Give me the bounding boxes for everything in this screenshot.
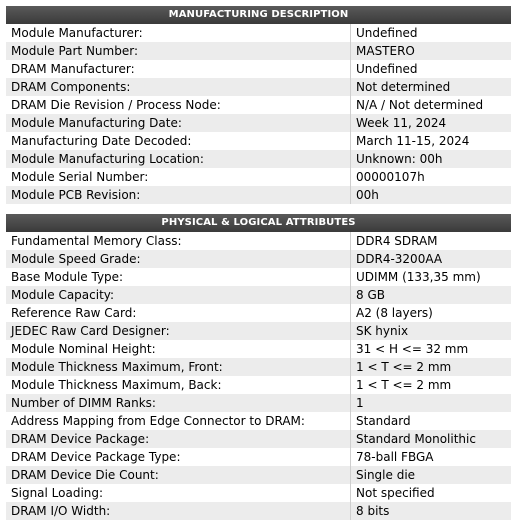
row-value: Not specified xyxy=(356,486,435,500)
table-row xyxy=(6,358,511,376)
table-row xyxy=(6,24,511,42)
table-row xyxy=(6,430,511,448)
row-key: Module Nominal Height: xyxy=(6,340,351,358)
row-key: Base Module Type: xyxy=(6,268,351,286)
table-row xyxy=(6,150,511,168)
table-row xyxy=(6,322,511,340)
row-value: UDIMM (133,35 mm) xyxy=(356,270,481,284)
row-value: 1 xyxy=(356,396,364,410)
table-row xyxy=(6,286,511,304)
row-value: 31 < H <= 32 mm xyxy=(356,342,469,356)
row-value: 00h xyxy=(356,188,379,202)
row-key: Manufacturing Date Decoded: xyxy=(6,132,351,150)
row-key: DRAM I/O Width: xyxy=(6,502,351,520)
row-key: Fundamental Memory Class: xyxy=(6,232,351,250)
table-row xyxy=(6,250,511,268)
row-key: Module PCB Revision: xyxy=(6,186,351,204)
row-value: MASTERO xyxy=(356,44,415,58)
row-value: March 11-15, 2024 xyxy=(356,134,470,148)
section-physical-logical xyxy=(6,214,511,520)
row-value: 78-ball FBGA xyxy=(356,450,434,464)
row-value: Unknown: 00h xyxy=(356,152,443,166)
table-row xyxy=(6,96,511,114)
row-key: Signal Loading: xyxy=(6,484,351,502)
row-value: N/A / Not determined xyxy=(356,98,484,112)
table-row xyxy=(6,484,511,502)
table-row xyxy=(6,78,511,96)
table-row xyxy=(6,466,511,484)
table-row xyxy=(6,376,511,394)
row-key: Module Speed Grade: xyxy=(6,250,351,268)
row-key: Address Mapping from Edge Connector to DRAM: xyxy=(6,412,351,430)
row-key: Module Capacity: xyxy=(6,286,351,304)
row-key: Module Manufacturing Date: xyxy=(6,114,351,132)
section-header: MANUFACTURING DESCRIPTION xyxy=(6,6,511,24)
row-value: 8 bits xyxy=(356,504,390,518)
row-key: JEDEC Raw Card Designer: xyxy=(6,322,351,340)
row-key: Reference Raw Card: xyxy=(6,304,351,322)
row-value: SK hynix xyxy=(356,324,409,338)
spd-info-table xyxy=(6,6,511,520)
row-value: 1 < T <= 2 mm xyxy=(356,378,452,392)
row-value: 8 GB xyxy=(356,288,385,302)
table-row xyxy=(6,340,511,358)
row-key: Module Manufacturing Location: xyxy=(6,150,351,168)
table-row xyxy=(6,168,511,186)
row-key: Module Thickness Maximum, Front: xyxy=(6,358,351,376)
row-key: DRAM Device Package: xyxy=(6,430,351,448)
section-header: PHYSICAL & LOGICAL ATTRIBUTES xyxy=(6,214,511,232)
row-value: Undefined xyxy=(356,26,418,40)
row-value: Week 11, 2024 xyxy=(356,116,447,130)
table-row xyxy=(6,448,511,466)
table-row xyxy=(6,412,511,430)
section-spacer xyxy=(6,204,511,214)
table-row xyxy=(6,42,511,60)
row-value: Undefined xyxy=(356,62,418,76)
row-key: DRAM Components: xyxy=(6,78,351,96)
row-value: Standard xyxy=(356,414,411,428)
row-key: Module Thickness Maximum, Back: xyxy=(6,376,351,394)
table-row xyxy=(6,232,511,250)
row-key: Module Serial Number: xyxy=(6,168,351,186)
row-value: Not determined xyxy=(356,80,451,94)
row-value: DDR4-3200AA xyxy=(356,252,443,266)
row-value: Standard Monolithic xyxy=(356,432,476,446)
row-value: A2 (8 layers) xyxy=(356,306,433,320)
row-key: Module Manufacturer: xyxy=(6,24,351,42)
table-row xyxy=(6,132,511,150)
row-key: DRAM Device Package Type: xyxy=(6,448,351,466)
row-key: Number of DIMM Ranks: xyxy=(6,394,351,412)
row-value: Single die xyxy=(356,468,416,482)
table-row xyxy=(6,394,511,412)
table-row xyxy=(6,268,511,286)
row-value: 00000107h xyxy=(356,170,425,184)
row-value: 1 < T <= 2 mm xyxy=(356,360,452,374)
table-row xyxy=(6,502,511,520)
row-key: Module Part Number: xyxy=(6,42,351,60)
table-row xyxy=(6,60,511,78)
row-value: DDR4 SDRAM xyxy=(356,234,438,248)
table-row xyxy=(6,186,511,204)
row-key: DRAM Die Revision / Process Node: xyxy=(6,96,351,114)
row-key: DRAM Manufacturer: xyxy=(6,60,351,78)
section-manufacturing xyxy=(6,6,511,204)
table-row xyxy=(6,114,511,132)
table-row xyxy=(6,304,511,322)
row-key: DRAM Device Die Count: xyxy=(6,466,351,484)
